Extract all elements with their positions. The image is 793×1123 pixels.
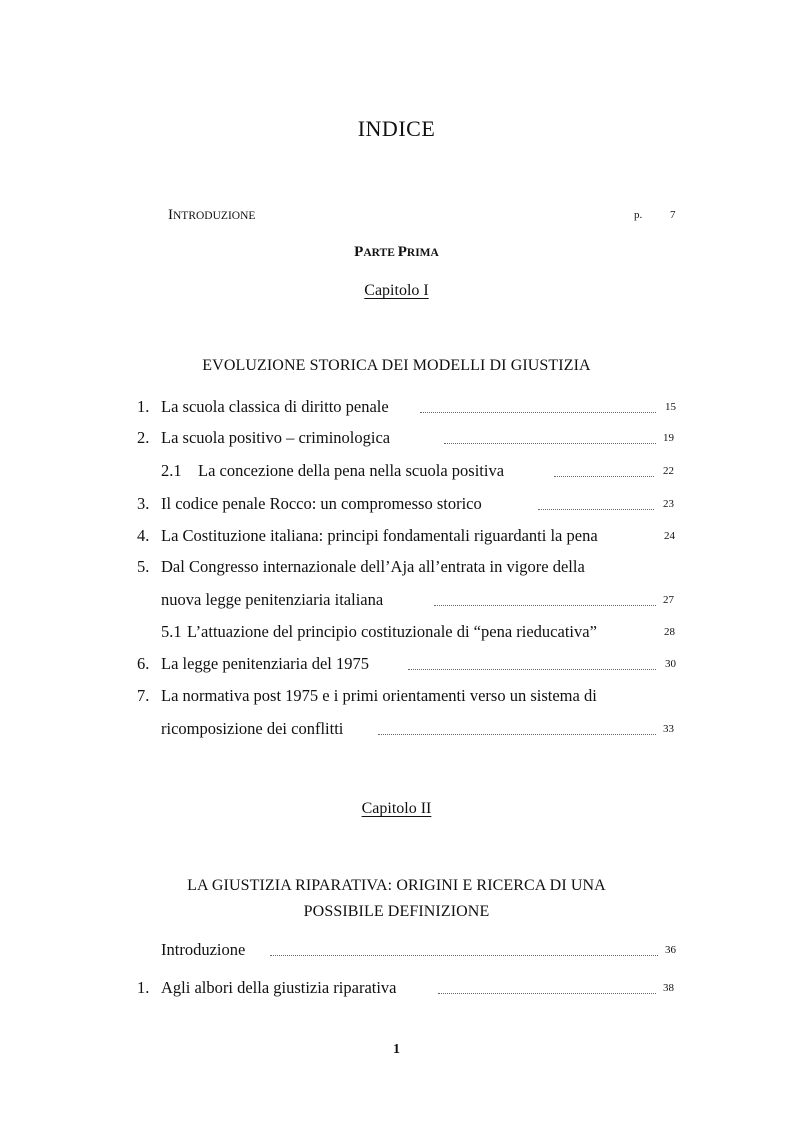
toc-item-number: 1. <box>137 978 150 997</box>
page-number: 1 <box>393 1042 400 1057</box>
toc-item-text[interactable]: Dal Congresso internazionale dell’Aja all’entrata in vigore della <box>161 557 585 576</box>
toc-item-page: 27 <box>663 594 674 606</box>
toc-item-page: 19 <box>663 432 674 444</box>
toc-item-number: 2. <box>137 428 150 447</box>
part-heading <box>0 243 793 261</box>
dot-leader <box>444 442 656 444</box>
page-title: INDICE <box>357 116 436 141</box>
toc-item-page: 28 <box>664 626 675 638</box>
dot-leader <box>408 668 656 670</box>
toc-item-page: 30 <box>665 658 676 670</box>
toc-item-number: 6. <box>137 654 150 673</box>
toc-item-number: 5. <box>137 557 150 576</box>
toc-item-text[interactable]: La normativa post 1975 e i primi orientamenti verso un sistema di <box>161 686 597 705</box>
toc-item-page: 38 <box>663 982 674 994</box>
dot-leader <box>270 954 658 956</box>
toc-item-text[interactable]: La legge penitenziaria del 1975 <box>161 654 369 673</box>
toc-item-page: 22 <box>663 465 674 477</box>
chapter-2-label-wrap <box>0 800 793 818</box>
intro-p-label: p. <box>634 209 643 221</box>
toc-item-number: 4. <box>137 526 150 545</box>
part-rest-1: ARTE <box>363 247 398 259</box>
toc-item-number: 2.1 <box>161 461 182 480</box>
toc-item-text[interactable]: Il codice penale Rocco: un compromesso storico <box>161 494 482 513</box>
part-rest-2: RIMA <box>406 247 439 259</box>
chapter-2-title-line-2: POSSIBILE DEFINIZIONE <box>303 903 490 920</box>
intro-page-number: 7 <box>670 209 676 221</box>
dot-leader <box>434 604 656 606</box>
toc-item-text[interactable]: La Costituzione italiana: principi fondamentali riguardanti la pena <box>161 526 598 545</box>
part-initial-1: P <box>354 244 364 260</box>
intro-label-rest: NTRODUZIONE <box>173 210 256 222</box>
chapter-1-label-wrap <box>0 282 793 300</box>
toc-item-page: 15 <box>665 401 676 413</box>
toc-item-text[interactable]: Agli albori della giustizia riparativa <box>161 978 397 997</box>
toc-item-page: 36 <box>665 944 676 956</box>
chapter-1-label[interactable]: Capitolo I <box>364 282 429 299</box>
toc-item-text[interactable]: L’attuazione del principio costituzionale di “pena rieducativa” <box>187 622 597 641</box>
chapter-2-title-line-1: LA GIUSTIZIA RIPARATIVA: ORIGINI E RICERCA DI UNA <box>187 877 606 894</box>
dot-leader <box>420 411 656 413</box>
dot-leader <box>438 992 656 994</box>
chapter-1-title: EVOLUZIONE STORICA DEI MODELLI DI GIUSTIZIA <box>202 357 591 374</box>
toc-item-page: 33 <box>663 723 674 735</box>
toc-item-page: 23 <box>663 498 674 510</box>
intro-label-initial: I <box>168 207 173 223</box>
toc-item-text-continued[interactable]: ricomposizione dei conflitti <box>161 719 344 738</box>
toc-introduction[interactable] <box>168 206 255 224</box>
toc-item-page: 24 <box>664 530 675 542</box>
toc-item-text[interactable]: Introduzione <box>161 940 246 959</box>
toc-item-number: 3. <box>137 494 150 513</box>
toc-item-number: 1. <box>137 397 150 416</box>
toc-item-number: 5.1 <box>161 622 182 641</box>
toc-item-text[interactable]: La scuola positivo – criminologica <box>161 428 391 447</box>
toc-item-number: 7. <box>137 686 150 705</box>
dot-leader <box>554 475 654 477</box>
chapter-2-label[interactable]: Capitolo II <box>361 800 432 817</box>
dot-leader <box>378 733 656 735</box>
dot-leader <box>538 508 654 510</box>
toc-item-text[interactable]: La scuola classica di diritto penale <box>161 397 389 416</box>
toc-item-text[interactable]: La concezione della pena nella scuola positiva <box>198 461 505 480</box>
part-initial-2: P <box>397 244 407 260</box>
toc-item-text-continued[interactable]: nuova legge penitenziaria italiana <box>161 590 384 609</box>
